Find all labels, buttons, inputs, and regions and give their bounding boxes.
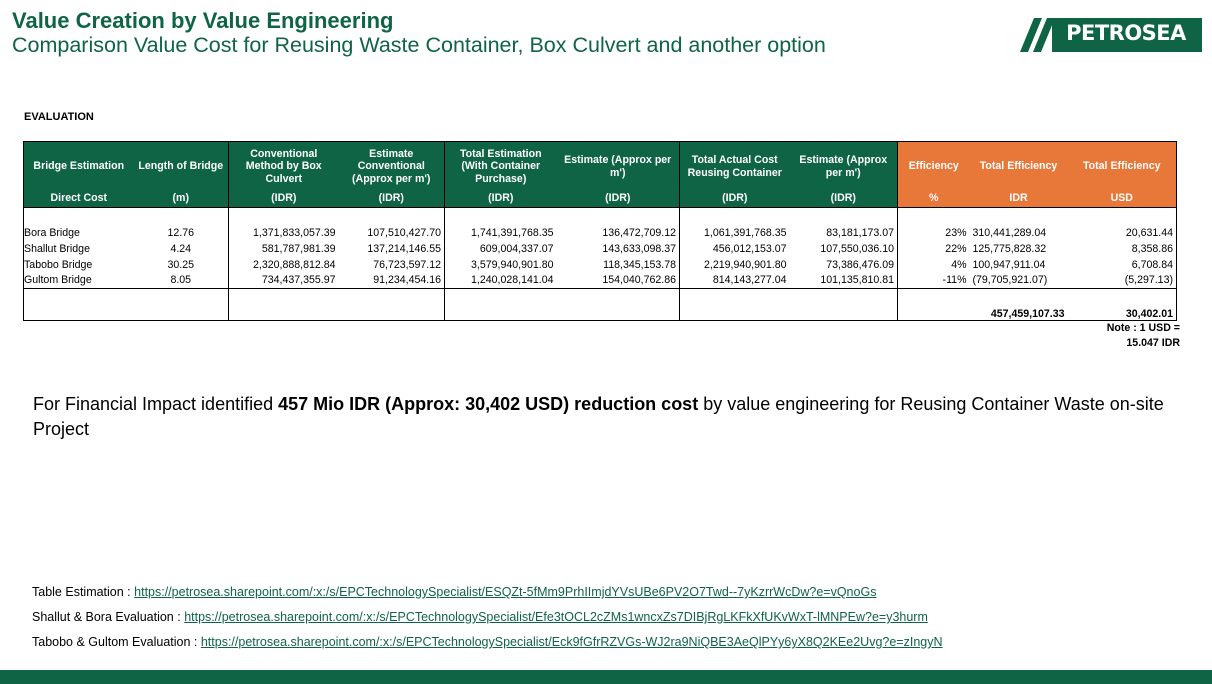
footer-bar xyxy=(0,670,1212,684)
col-header-bridge: Bridge Estimation xyxy=(24,142,134,192)
cell-length: 8.05 xyxy=(134,273,229,289)
link-label: Table Estimation : xyxy=(32,585,135,599)
cell: 1,741,391,768.35 xyxy=(471,226,554,239)
totals-row xyxy=(24,289,1177,321)
table-row xyxy=(24,225,1177,241)
cell: 1,371,833,057.39 xyxy=(253,226,336,239)
subheader: (IDR) xyxy=(445,192,557,208)
link-row-table-estimation xyxy=(32,583,943,608)
tabobo-gultom-evaluation-link[interactable]: https://petrosea.sharepoint.com/:x:/s/EPCTechnologySpecialist/Eck9fGfrRZVGs-WJ2ra9NiQBE3AeQlPYy6yX8Q2KEe2Uvg?e=zIngyN xyxy=(200,635,943,649)
cell: 118,345,153.78 xyxy=(557,257,680,273)
col-header-total-efficiency-usd: Total Efficiency xyxy=(1068,142,1177,192)
cell-bridge: Gultom Bridge xyxy=(24,273,134,289)
reference-links xyxy=(32,583,943,658)
impact-suffix: by value engineering for Reusing Container Waste on-site Project xyxy=(33,394,1164,439)
cell: 734,437,355.97 xyxy=(229,273,339,289)
subheader: (IDR) xyxy=(680,192,790,208)
cell-total-usd: 20,631.44 xyxy=(1068,225,1177,241)
estimation-table xyxy=(23,141,1177,321)
table-row xyxy=(24,257,1177,273)
table-row xyxy=(24,241,1177,257)
cell: 1,240,028,141.04 xyxy=(445,273,557,289)
cell: 101,135,810.81 xyxy=(790,273,898,289)
subheader: (IDR) xyxy=(557,192,680,208)
cell: 1,061,391,768.35 xyxy=(704,226,787,239)
cell: 581,787,981.39 xyxy=(261,242,336,255)
cell-total-idr: 100,947,911.04 xyxy=(972,258,1046,271)
col-header-length: Length of Bridge xyxy=(134,142,229,192)
cell-efficiency: -11% xyxy=(898,273,970,289)
cell: 143,633,098.37 xyxy=(557,241,680,257)
cell-total-idr: (79,705,921.07) xyxy=(970,273,1068,289)
cell-length: 4.24 xyxy=(134,241,229,257)
subheader: (m) xyxy=(134,192,229,208)
financial-impact-text xyxy=(33,392,1173,442)
cell: 2,219,940,901.80 xyxy=(704,258,787,271)
cell-efficiency: 23% xyxy=(945,226,967,239)
col-header-total-efficiency-idr: Total Efficiency xyxy=(970,142,1068,192)
cell-efficiency: 22% xyxy=(945,242,967,255)
total-efficiency-usd: 30,402.01 xyxy=(1068,289,1177,321)
cell-total-idr: 310,441,289.04 xyxy=(972,226,1047,239)
table-estimation-link[interactable]: https://petrosea.sharepoint.com/:x:/s/EPCTechnologySpecialist/ESQZt-5fMm9PrhIImjdYVsUBe6PV2O7Twd--7yKzrrWcDw?e=vQnoGs xyxy=(134,585,877,599)
cell: 136,472,709.12 xyxy=(557,225,680,241)
cell: 814,143,277.04 xyxy=(680,273,790,289)
subheader: Direct Cost xyxy=(24,192,134,208)
cell: 76,723,597.12 xyxy=(339,257,445,273)
col-header-actual-cost: Total Actual Cost Reusing Container xyxy=(680,142,790,192)
logo-text: PETROSEA xyxy=(1066,21,1186,45)
note-line-1: Note : 1 USD = xyxy=(1106,322,1180,334)
total-efficiency-idr: 457,459,107.33 xyxy=(970,289,1068,321)
cell-total-idr: 125,775,828.32 xyxy=(972,242,1047,255)
link-label: Shallut & Bora Evaluation : xyxy=(32,610,185,624)
cell-total-usd: 8,358.86 xyxy=(1068,241,1177,257)
cell: 609,004,337.07 xyxy=(479,242,554,255)
cell-length: 30.25 xyxy=(134,257,229,273)
cell: 83,181,173.07 xyxy=(790,225,898,241)
table-subheader-row xyxy=(24,192,1177,208)
page-title: Value Creation by Value Engineering xyxy=(12,8,394,33)
cell: 154,040,762.86 xyxy=(557,273,680,289)
cell: 2,320,888,812.84 xyxy=(253,258,336,271)
cell: 107,550,036.10 xyxy=(790,241,898,257)
impact-prefix: For Financial Impact identified xyxy=(33,394,279,414)
cell-bridge: Tabobo Bridge xyxy=(24,257,134,273)
exchange-rate-note xyxy=(1080,321,1180,351)
subheader: IDR xyxy=(970,192,1068,208)
table-row xyxy=(24,273,1177,289)
link-row-tabobo-gultom xyxy=(32,633,943,658)
subheader: (IDR) xyxy=(339,192,445,208)
link-label: Tabobo & Gultom Evaluation : xyxy=(32,635,201,649)
impact-highlight: 457 Mio IDR (Approx: 30,402 USD) reduction cost xyxy=(278,394,699,414)
cell: 3,579,940,901.80 xyxy=(471,258,554,271)
shallut-bora-evaluation-link[interactable]: https://petrosea.sharepoint.com/:x:/s/EPCTechnologySpecialist/Efe3tOCL2cZMs1wncxZs7DIBjRgLKFkXfUKvWxT-lMNPEw?e=y3hurm xyxy=(184,610,928,624)
cell-total-usd: (5,297.13) xyxy=(1068,273,1177,289)
cell-bridge: Shallut Bridge xyxy=(24,241,134,257)
col-header-estimate-actual: Estimate (Approx per m') xyxy=(790,142,898,192)
subheader: (IDR) xyxy=(229,192,339,208)
page-subtitle: Comparison Value Cost for Reusing Waste Container, Box Culvert and another option xyxy=(12,33,826,57)
cell: 137,214,146.55 xyxy=(339,241,445,257)
petrosea-logo xyxy=(1020,18,1202,52)
evaluation-label: EVALUATION xyxy=(24,111,94,123)
table-header-row xyxy=(24,142,1177,192)
subheader: USD xyxy=(1068,192,1177,208)
subheader: % xyxy=(898,192,970,208)
cell-efficiency: 4% xyxy=(951,258,967,271)
cell: 456,012,153.07 xyxy=(712,242,787,255)
cell-total-usd: 6,708.84 xyxy=(1068,257,1177,273)
col-header-total-estimation: Total Estimation (With Container Purchase) xyxy=(445,142,557,192)
cell-bridge: Bora Bridge xyxy=(24,225,134,241)
cell: 107,510,427.70 xyxy=(339,225,445,241)
col-header-estimate-conventional: Estimate Conventional (Approx per m') xyxy=(339,142,445,192)
col-header-efficiency: Efficiency xyxy=(898,142,970,192)
col-header-conventional: Conventional Method by Box Culvert xyxy=(229,142,339,192)
cell: 91,234,454.16 xyxy=(339,273,445,289)
cell-length: 12.76 xyxy=(134,225,229,241)
link-row-shallut-bora xyxy=(32,608,943,633)
subheader: (IDR) xyxy=(790,192,898,208)
cell: 73,386,476.09 xyxy=(790,257,898,273)
col-header-estimate-approx: Estimate (Approx per m') xyxy=(557,142,680,192)
note-line-2: 15.047 IDR xyxy=(1126,337,1180,349)
